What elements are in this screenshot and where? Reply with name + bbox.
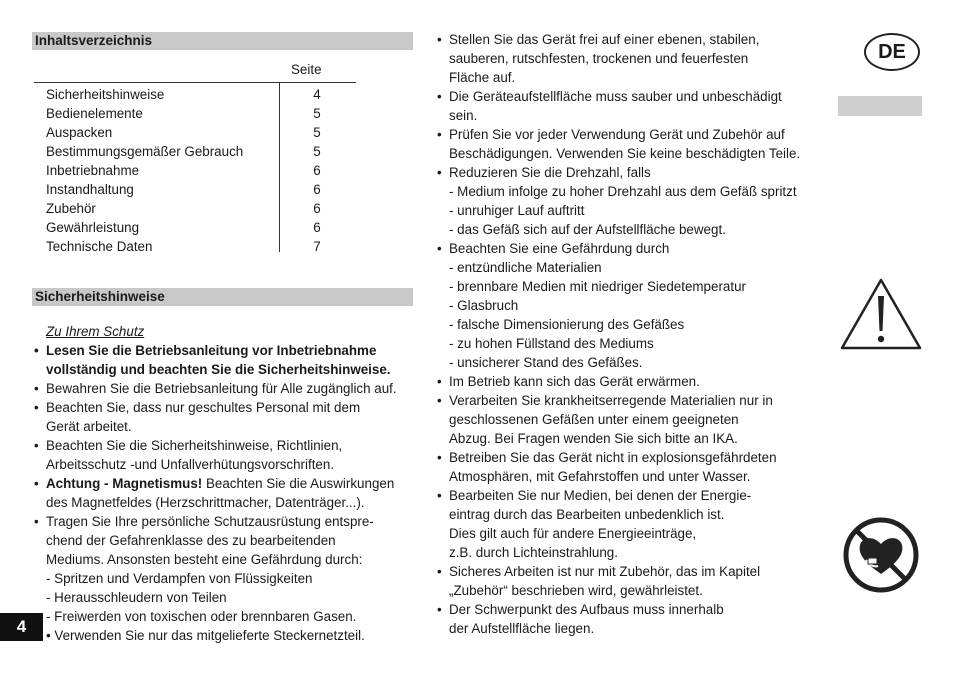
text-line: Der Schwerpunkt des Aufbaus muss innerhalb (449, 602, 724, 617)
bullet: • (437, 241, 442, 256)
text-line: z.B. durch Lichteinstrahlung. (449, 545, 618, 560)
toc-row-page: 6 (313, 220, 321, 235)
bullet: • (437, 488, 442, 503)
toc-row-title: Technische Daten (46, 239, 153, 254)
toc-row-page: 5 (313, 125, 321, 140)
text-line: Gerät arbeitet. (46, 419, 132, 434)
bullet: • (437, 564, 442, 579)
text-line: Prüfen Sie vor jeder Verwendung Gerät und Zubehör auf (449, 127, 785, 142)
text-line-bold-prefix: Achtung - Magnetismus! (46, 476, 203, 491)
text-line: „Zubehör“ beschrieben wird, gewährleistet. (449, 583, 703, 598)
toc-row-page: 6 (313, 201, 321, 216)
bullet: • (34, 400, 39, 415)
text-line: Beachten Sie eine Gefährdung durch (449, 241, 670, 256)
text-line: - Freiwerden von toxischen oder brennbaren Gasen. (46, 609, 357, 624)
text-line: - unruhiger Lauf auftritt (449, 203, 585, 218)
text-line: Stellen Sie das Gerät frei auf einer ebenen, stabilen, (449, 32, 760, 47)
text-line: Lesen Sie die Betriebsanleitung vor Inbetriebnahme (46, 343, 377, 358)
text-line: - das Gefäß sich auf der Aufstellfläche bewegt. (449, 222, 726, 237)
text-line: - brennbare Medien mit niedriger Siedetemperatur (449, 279, 746, 294)
toc-row-title: Auspacken (46, 125, 113, 140)
text-line: vollständig und beachten Sie die Sicherheitshinweise. (46, 362, 391, 377)
toc-row-page: 6 (313, 163, 321, 178)
toc-seite-label: Seite (291, 62, 322, 77)
bullet: • (34, 514, 39, 529)
bullet: • (437, 127, 442, 142)
bullet: • (34, 381, 39, 396)
toc-row-title: Sicherheitshinweise (46, 87, 165, 102)
text-line: Bewahren Sie die Betriebsanleitung für Alle zugänglich auf. (46, 381, 397, 396)
language-badge: DE (864, 33, 920, 71)
text-line: - unsicherer Stand des Gefäßes. (449, 355, 643, 370)
toc-row-title: Bedienelemente (46, 106, 143, 121)
text-line: Betreiben Sie das Gerät nicht in explosionsgefährdeten (449, 450, 777, 465)
toc-row-page: 6 (313, 182, 321, 197)
text-line: Bearbeiten Sie nur Medien, bei denen der Energie- (449, 488, 752, 503)
toc-row-title: Gewährleistung (46, 220, 140, 235)
text-line: chend der Gefahrenklasse des zu bearbeitenden (46, 533, 336, 548)
no-pacemaker-icon (842, 516, 920, 594)
safety-heading: Sicherheitshinweise (32, 288, 413, 306)
toc-divider-horizontal (34, 82, 356, 83)
warning-triangle-icon (838, 276, 924, 352)
text-line: Im Betrieb kann sich das Gerät erwärmen. (449, 374, 700, 389)
toc-row (46, 237, 346, 256)
text-line-rest: Beachten Sie die Auswirkungen (202, 476, 395, 491)
text-line: - entzündliche Materialien (449, 260, 602, 275)
text-line: Beachten Sie die Sicherheitshinweise, Richtlinien, (46, 438, 343, 453)
text-line: Fläche auf. (449, 70, 516, 85)
toc-row (46, 180, 346, 199)
text-line: sein. (449, 108, 478, 123)
bullet: • (34, 476, 39, 491)
text-line: - Spritzen und Verdampfen von Flüssigkeiten (46, 571, 313, 586)
toc-row-page: 7 (313, 239, 321, 254)
text-line: Die Geräteaufstellfläche muss sauber und unbeschädigt (449, 89, 782, 104)
toc-row (46, 218, 346, 237)
bullet: • (437, 89, 442, 104)
toc-row (46, 199, 346, 218)
text-line: Verarbeiten Sie krankheitserregende Materialien nur in (449, 393, 773, 408)
text-line: Mediums. Ansonsten besteht eine Gefährdung durch: (46, 552, 363, 567)
text-line: - falsche Dimensionierung des Gefäßes (449, 317, 685, 332)
toc-row-title: Inbetriebnahme (46, 163, 140, 178)
text-line: Atmosphären, mit Gefahrstoffen und unter Wasser. (449, 469, 751, 484)
language-bar (838, 96, 922, 116)
text-line: - Herausschleudern von Teilen (46, 590, 227, 605)
bullet: • (437, 32, 442, 47)
text-line: Sicheres Arbeiten ist nur mit Zubehör, das im Kapitel (449, 564, 761, 579)
text-line: eintrag durch das Bearbeiten unbedenklich ist. (449, 507, 725, 522)
toc-row-title: Instandhaltung (46, 182, 134, 197)
toc-row (46, 123, 346, 142)
bullet: • (437, 393, 442, 408)
text-line: Beschädigungen. Verwenden Sie keine beschädigten Teile. (449, 146, 801, 161)
toc-row (46, 104, 346, 123)
page-number: 4 (0, 613, 43, 641)
text-line: - Glasbruch (449, 298, 519, 313)
toc-row-title: Zubehör (46, 201, 96, 216)
text-line: • Verwenden Sie nur das mitgelieferte Steckernetzteil. (46, 628, 365, 643)
toc-row-page: 5 (313, 106, 321, 121)
text-line: sauberen, rutschfesten, trockenen und feuerfesten (449, 51, 749, 66)
text-line: der Aufstellfläche liegen. (449, 621, 595, 636)
bullet: • (437, 374, 442, 389)
toc-row-page: 4 (313, 87, 321, 102)
bullet: • (437, 165, 442, 180)
text-line: des Magnetfeldes (Herzschrittmacher, Datenträger...). (46, 495, 365, 510)
text-line: Beachten Sie, dass nur geschultes Personal mit dem (46, 400, 361, 415)
text-line: Arbeitsschutz -und Unfallverhütungsvorschriften. (46, 457, 335, 472)
toc-row (46, 142, 346, 161)
bullet: • (34, 343, 39, 358)
bullet: • (34, 438, 39, 453)
text-line: Abzug. Bei Fragen wenden Sie sich bitte an IKA. (449, 431, 738, 446)
toc-row-title: Bestimmungsgemäßer Gebrauch (46, 144, 244, 159)
toc-heading: Inhaltsverzeichnis (32, 32, 413, 50)
toc-row-page: 5 (313, 144, 321, 159)
text-line: Reduzieren Sie die Drehzahl, falls (449, 165, 651, 180)
text-line (46, 474, 394, 493)
text-line: geschlossenen Gefäßen unter einem geeigneten (449, 412, 739, 427)
toc-row (46, 161, 346, 180)
safety-subheading: Zu Ihrem Schutz (46, 324, 145, 339)
bullet: • (437, 602, 442, 617)
text-line: Dies gilt auch für andere Energieeinträge, (449, 526, 697, 541)
text-line: - zu hohen Füllstand des Mediums (449, 336, 654, 351)
text-line: - Medium infolge zu hoher Drehzahl aus dem Gefäß spritzt (449, 184, 797, 199)
text-line: Tragen Sie Ihre persönliche Schutzausrüstung entspre- (46, 514, 374, 529)
bullet: • (437, 450, 442, 465)
toc-row (46, 85, 346, 104)
